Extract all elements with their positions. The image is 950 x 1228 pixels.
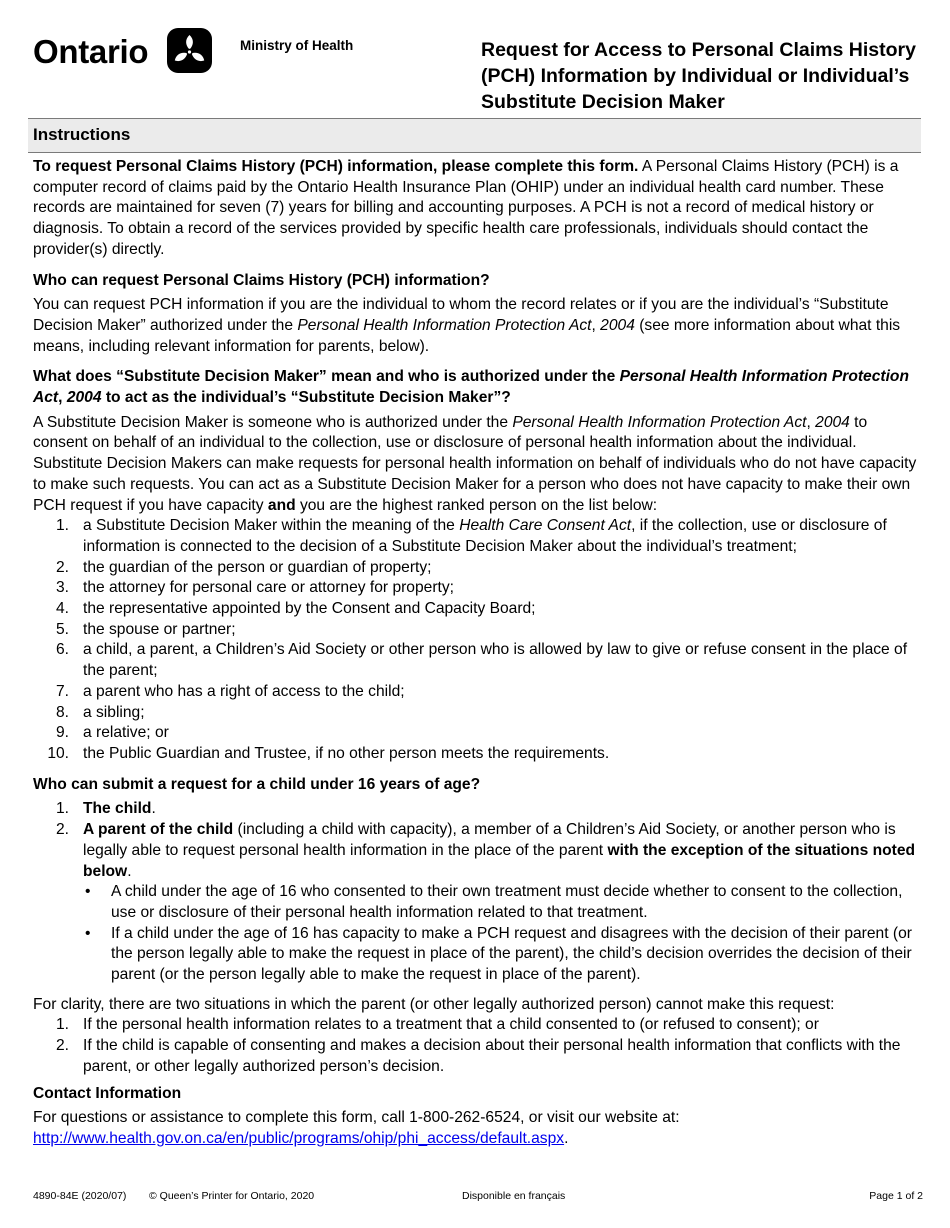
act-year: 2004 bbox=[600, 316, 635, 334]
clarity-list bbox=[33, 1015, 923, 1077]
bullet-glyph: • bbox=[85, 924, 91, 942]
child-list bbox=[33, 799, 923, 985]
list-number: 4. bbox=[55, 600, 69, 618]
list-item bbox=[33, 516, 923, 557]
list-text: , if the collection, use or disclosure of information is connected to the decision of a Substitute Decision Maker about the individual’s treatment; bbox=[83, 517, 887, 555]
list-text-end: . bbox=[151, 800, 156, 818]
list-item bbox=[33, 799, 923, 820]
french-availability: Disponible en français bbox=[462, 1190, 566, 1202]
list-number: 1. bbox=[55, 800, 69, 818]
list-text: the representative appointed by the Consent and Capacity Board; bbox=[83, 600, 536, 618]
sdm-heading-b: to act as the individual’s “Substitute Decision Maker”? bbox=[101, 389, 511, 407]
list-number: 2. bbox=[55, 558, 69, 576]
sdm-year: 2004 bbox=[815, 413, 850, 431]
sdm-and: and bbox=[267, 496, 296, 514]
list-number: 6. bbox=[55, 641, 69, 659]
sdm-ranked-list bbox=[33, 516, 923, 764]
intro-paragraph bbox=[33, 157, 923, 261]
instructions-body bbox=[33, 157, 923, 1150]
list-number: 9. bbox=[55, 724, 69, 742]
list-item bbox=[33, 640, 923, 681]
instructions-heading: Instructions bbox=[33, 125, 131, 144]
list-item bbox=[33, 703, 923, 724]
sdm-heading-year: 2004 bbox=[66, 389, 102, 407]
contact-text-body: For questions or assistance to complete this form, call 1-800-262-6524, or visit our website at: bbox=[33, 1109, 680, 1127]
sdm-text-b: to consent on behalf of an individual to the collection, use or disclosure of personal health information about the individual. Substitute Decision Makers can make requests for personal health information on behalf of individuals who do not have capacity to make such requests. You can act as a Substitute Decision Maker for a person who does not have capacity to make their own PCH request if you have capacity bbox=[33, 413, 917, 514]
list-text-end: . bbox=[127, 862, 132, 880]
form-number: 4890-84E (2020/07) bbox=[33, 1190, 127, 1202]
bullet-glyph: • bbox=[85, 883, 91, 901]
child-heading: Who can submit a request for a child under 16 years of age? bbox=[33, 775, 481, 793]
health-care-consent-act: Health Care Consent Act bbox=[459, 517, 632, 535]
sdm-act: Personal Health Information Protection Act bbox=[512, 413, 807, 431]
list-item bbox=[33, 744, 923, 765]
instructions-bar bbox=[28, 118, 921, 153]
ministry-name: Ministry of Health bbox=[240, 38, 354, 53]
list-text: the Public Guardian and Trustee, if no other person meets the requirements. bbox=[83, 744, 610, 762]
list-item bbox=[33, 1036, 923, 1077]
contact-heading: Contact Information bbox=[33, 1084, 182, 1102]
list-number: 5. bbox=[55, 620, 69, 638]
who-can-request-heading: Who can request Personal Claims History (PCH) information? bbox=[33, 271, 490, 289]
page-number: Page 1 of 2 bbox=[869, 1190, 923, 1202]
who-text-a: You can request PCH information if you are the individual to whom the record relates or if you are the individual’s “Substitute Decision Maker” authorized under the bbox=[33, 296, 889, 334]
sdm-text-c: you are the highest ranked person on the list below: bbox=[295, 496, 658, 514]
list-item bbox=[33, 820, 923, 986]
copyright: © Queen’s Printer for Ontario, 2020 bbox=[149, 1190, 315, 1202]
bullet-text: If a child under the age of 16 has capacity to make a PCH request and disagrees with the decision of their parent (or the person legally able to make the request in place of the parent), the child’s decision overrides the decision of their parent (or the person legally able to make the request in place of the parent). bbox=[111, 924, 912, 984]
list-text: a child, a parent, a Children’s Aid Society or other person who is allowed by law to give or refuse consent in the place of the parent; bbox=[83, 641, 908, 680]
sdm-heading-act: Personal Health Information Protection Act bbox=[33, 368, 909, 407]
list-item bbox=[33, 620, 923, 641]
contact-text bbox=[33, 1108, 923, 1149]
who-can-request-text bbox=[33, 295, 923, 357]
sdm-heading-a: What does “Substitute Decision Maker” mean and who is authorized under the bbox=[33, 368, 620, 386]
intro-bold: To request Personal Claims History (PCH) information, please complete this form. bbox=[33, 158, 639, 175]
list-number: 3. bbox=[55, 579, 69, 597]
list-number: 10. bbox=[47, 744, 69, 762]
list-text: a relative; or bbox=[83, 724, 169, 742]
list-number: 7. bbox=[55, 682, 69, 700]
list-text-bold: with the exception of the situations noted below bbox=[83, 841, 916, 880]
sdm-text bbox=[33, 413, 923, 517]
list-number: 1. bbox=[55, 1016, 69, 1034]
list-item bbox=[33, 682, 923, 703]
list-text: The child bbox=[83, 800, 152, 818]
document-title: Request for Access to Personal Claims History (PCH) Information by Individual or Individual’s Substitute Decision Maker bbox=[481, 39, 916, 113]
list-item bbox=[33, 723, 923, 744]
bullet-item bbox=[83, 882, 923, 923]
list-text-bold: A parent of the child bbox=[83, 821, 234, 839]
sdm-sep: , bbox=[806, 413, 816, 431]
list-text: (including a child with capacity), a member of a Children’s Aid Society, or another person who is legally able to request personal health information in the place of the parent bbox=[83, 821, 896, 859]
list-text: a sibling; bbox=[83, 703, 145, 721]
sdm-heading bbox=[33, 367, 923, 408]
list-item bbox=[33, 558, 923, 579]
sdm-heading-sep: , bbox=[58, 389, 67, 407]
list-text: the attorney for personal care or attorney for property; bbox=[83, 579, 454, 597]
list-item bbox=[33, 599, 923, 620]
who-text-c: (see more information about what this means, including relevant information for parents, below). bbox=[33, 316, 901, 355]
sdm-text-a: A Substitute Decision Maker is someone who is authorized under the bbox=[33, 413, 513, 431]
logo-wordmark: Ontario bbox=[33, 33, 149, 70]
list-text: If the child is capable of consenting and makes a decision about their personal health information that conflicts with the parent, or other legally authorized person’s decision. bbox=[83, 1037, 901, 1075]
list-number: 2. bbox=[55, 1037, 69, 1055]
list-text: a parent who has a right of access to the child; bbox=[83, 682, 405, 700]
clarity-text: For clarity, there are two situations in which the parent (or other legally authorized person) cannot make this request: bbox=[33, 995, 835, 1013]
list-item bbox=[33, 1015, 923, 1036]
act-name: Personal Health Information Protection Act bbox=[297, 316, 592, 334]
list-text: the spouse or partner; bbox=[83, 620, 236, 638]
bullet-item bbox=[83, 924, 923, 986]
intro-text: A Personal Claims History (PCH) is a computer record of claims paid by the Ontario Health Insurance Plan (OHIP) under an individual health card number. These records are maintained for seven (7) years for billing and accounting purposes. A PCH is not a record of medical history or diagnosis. To obtain a record of the services provided by specific health care professionals, individuals should contact the provider(s) directly. bbox=[33, 158, 899, 258]
list-number: 2. bbox=[55, 821, 69, 839]
phi-access-link[interactable]: http://www.health.gov.on.ca/en/public/programs/ohip/phi_access/default.aspx bbox=[33, 1129, 565, 1147]
trillium-icon bbox=[167, 28, 212, 73]
list-number: 1. bbox=[55, 517, 69, 535]
list-text: the guardian of the person or guardian of property; bbox=[83, 558, 432, 576]
list-text: If the personal health information relates to a treatment that a child consented to (or refused to consent); or bbox=[83, 1016, 819, 1034]
contact-text-end: . bbox=[564, 1129, 569, 1147]
list-item bbox=[33, 578, 923, 599]
bullet-text: A child under the age of 16 who consented to their own treatment must decide whether to consent to the collection, use or disclosure of their personal health information related to that treatment. bbox=[111, 883, 903, 921]
who-text-sep: , bbox=[591, 316, 601, 334]
child-bullet-list bbox=[83, 882, 923, 986]
list-number: 8. bbox=[55, 703, 69, 721]
list-text: a Substitute Decision Maker within the meaning of the bbox=[83, 517, 460, 535]
